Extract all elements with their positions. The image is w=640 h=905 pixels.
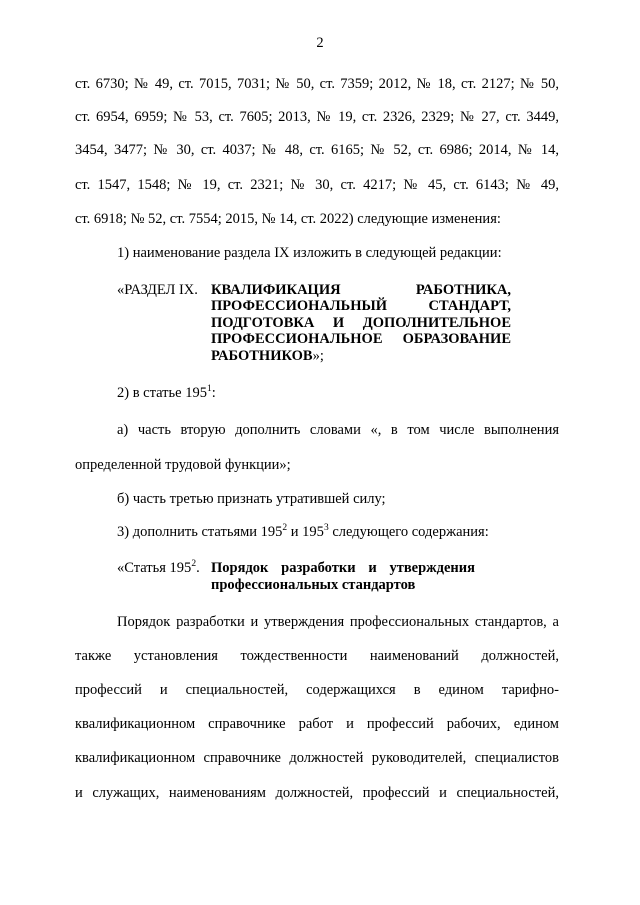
section-title-line: КВАЛИФИКАЦИЯ РАБОТНИКА, [211,282,511,298]
article-label: «Статья $195^2$. [117,559,200,576]
text-line: 3454, 3477; № 30, ст. 4037; № 48, ст. 6165; № 52, ст. 6986; 2014, № 14, [75,142,559,158]
body-line: также установления тождественности наименований должностей, [75,648,559,664]
amendment-item-1: 1) наименование раздела IX изложить в следующей редакции: [117,245,502,261]
amendment-item-2a: а) часть вторую дополнить словами «, в том числе выполнения [117,422,559,438]
section-title-line: ПОДГОТОВКА И ДОПОЛНИТЕЛЬНОЕ [211,315,511,331]
amendment-item-3: 3) дополнить статьями $195^2$ и $195^3$ следующего содержания: [117,523,489,540]
body-line: квалификационном справочнике работ и профессий рабочих, едином [75,716,559,732]
text-line: ст. 6918; № 52, ст. 7554; 2015, № 14, ст. 2022) следующие изменения: [75,211,501,227]
section-title-line: ПРОФЕССИОНАЛЬНОЕ ОБРАЗОВАНИЕ [211,331,511,347]
section-title-line: ПРОФЕССИОНАЛЬНЫЙ СТАНДАРТ, [211,298,511,314]
amendment-item-2: 2) в статье $195^1$: [117,384,216,401]
article-title-line: Порядок разработки и утверждения [211,560,475,576]
amendment-item-2a-cont: определенной трудовой функции»; [75,457,291,473]
body-line: профессий и специальностей, содержащихся в едином тарифно- [75,682,559,698]
page-number: 2 [316,35,324,51]
body-line: Порядок разработки и утверждения профессиональных стандартов, а [117,614,559,630]
text-line: ст. 6954, 6959; № 53, ст. 7605; 2013, № 19, ст. 2326, 2329; № 27, ст. 3449, [75,109,559,125]
text-line: ст. 1547, 1548; № 19, ст. 2321; № 30, ст. 4217; № 45, ст. 6143; № 49, [75,177,559,193]
section-label: «РАЗДЕЛ IX. [117,282,198,298]
amendment-item-2b: б) часть третью признать утратившей силу; [117,491,386,507]
section-title-last-line: РАБОТНИКОВ»; [211,348,324,364]
body-line: и служащих, наименованиям должностей, профессий и специальностей, [75,785,559,801]
article-title-line: профессиональных стандартов [211,577,416,593]
body-line: квалификационном справочнике должностей руководителей, специалистов [75,750,559,766]
text-line: ст. 6730; № 49, ст. 7015, 7031; № 50, ст. 7359; 2012, № 18, ст. 2127; № 50, [75,76,559,92]
